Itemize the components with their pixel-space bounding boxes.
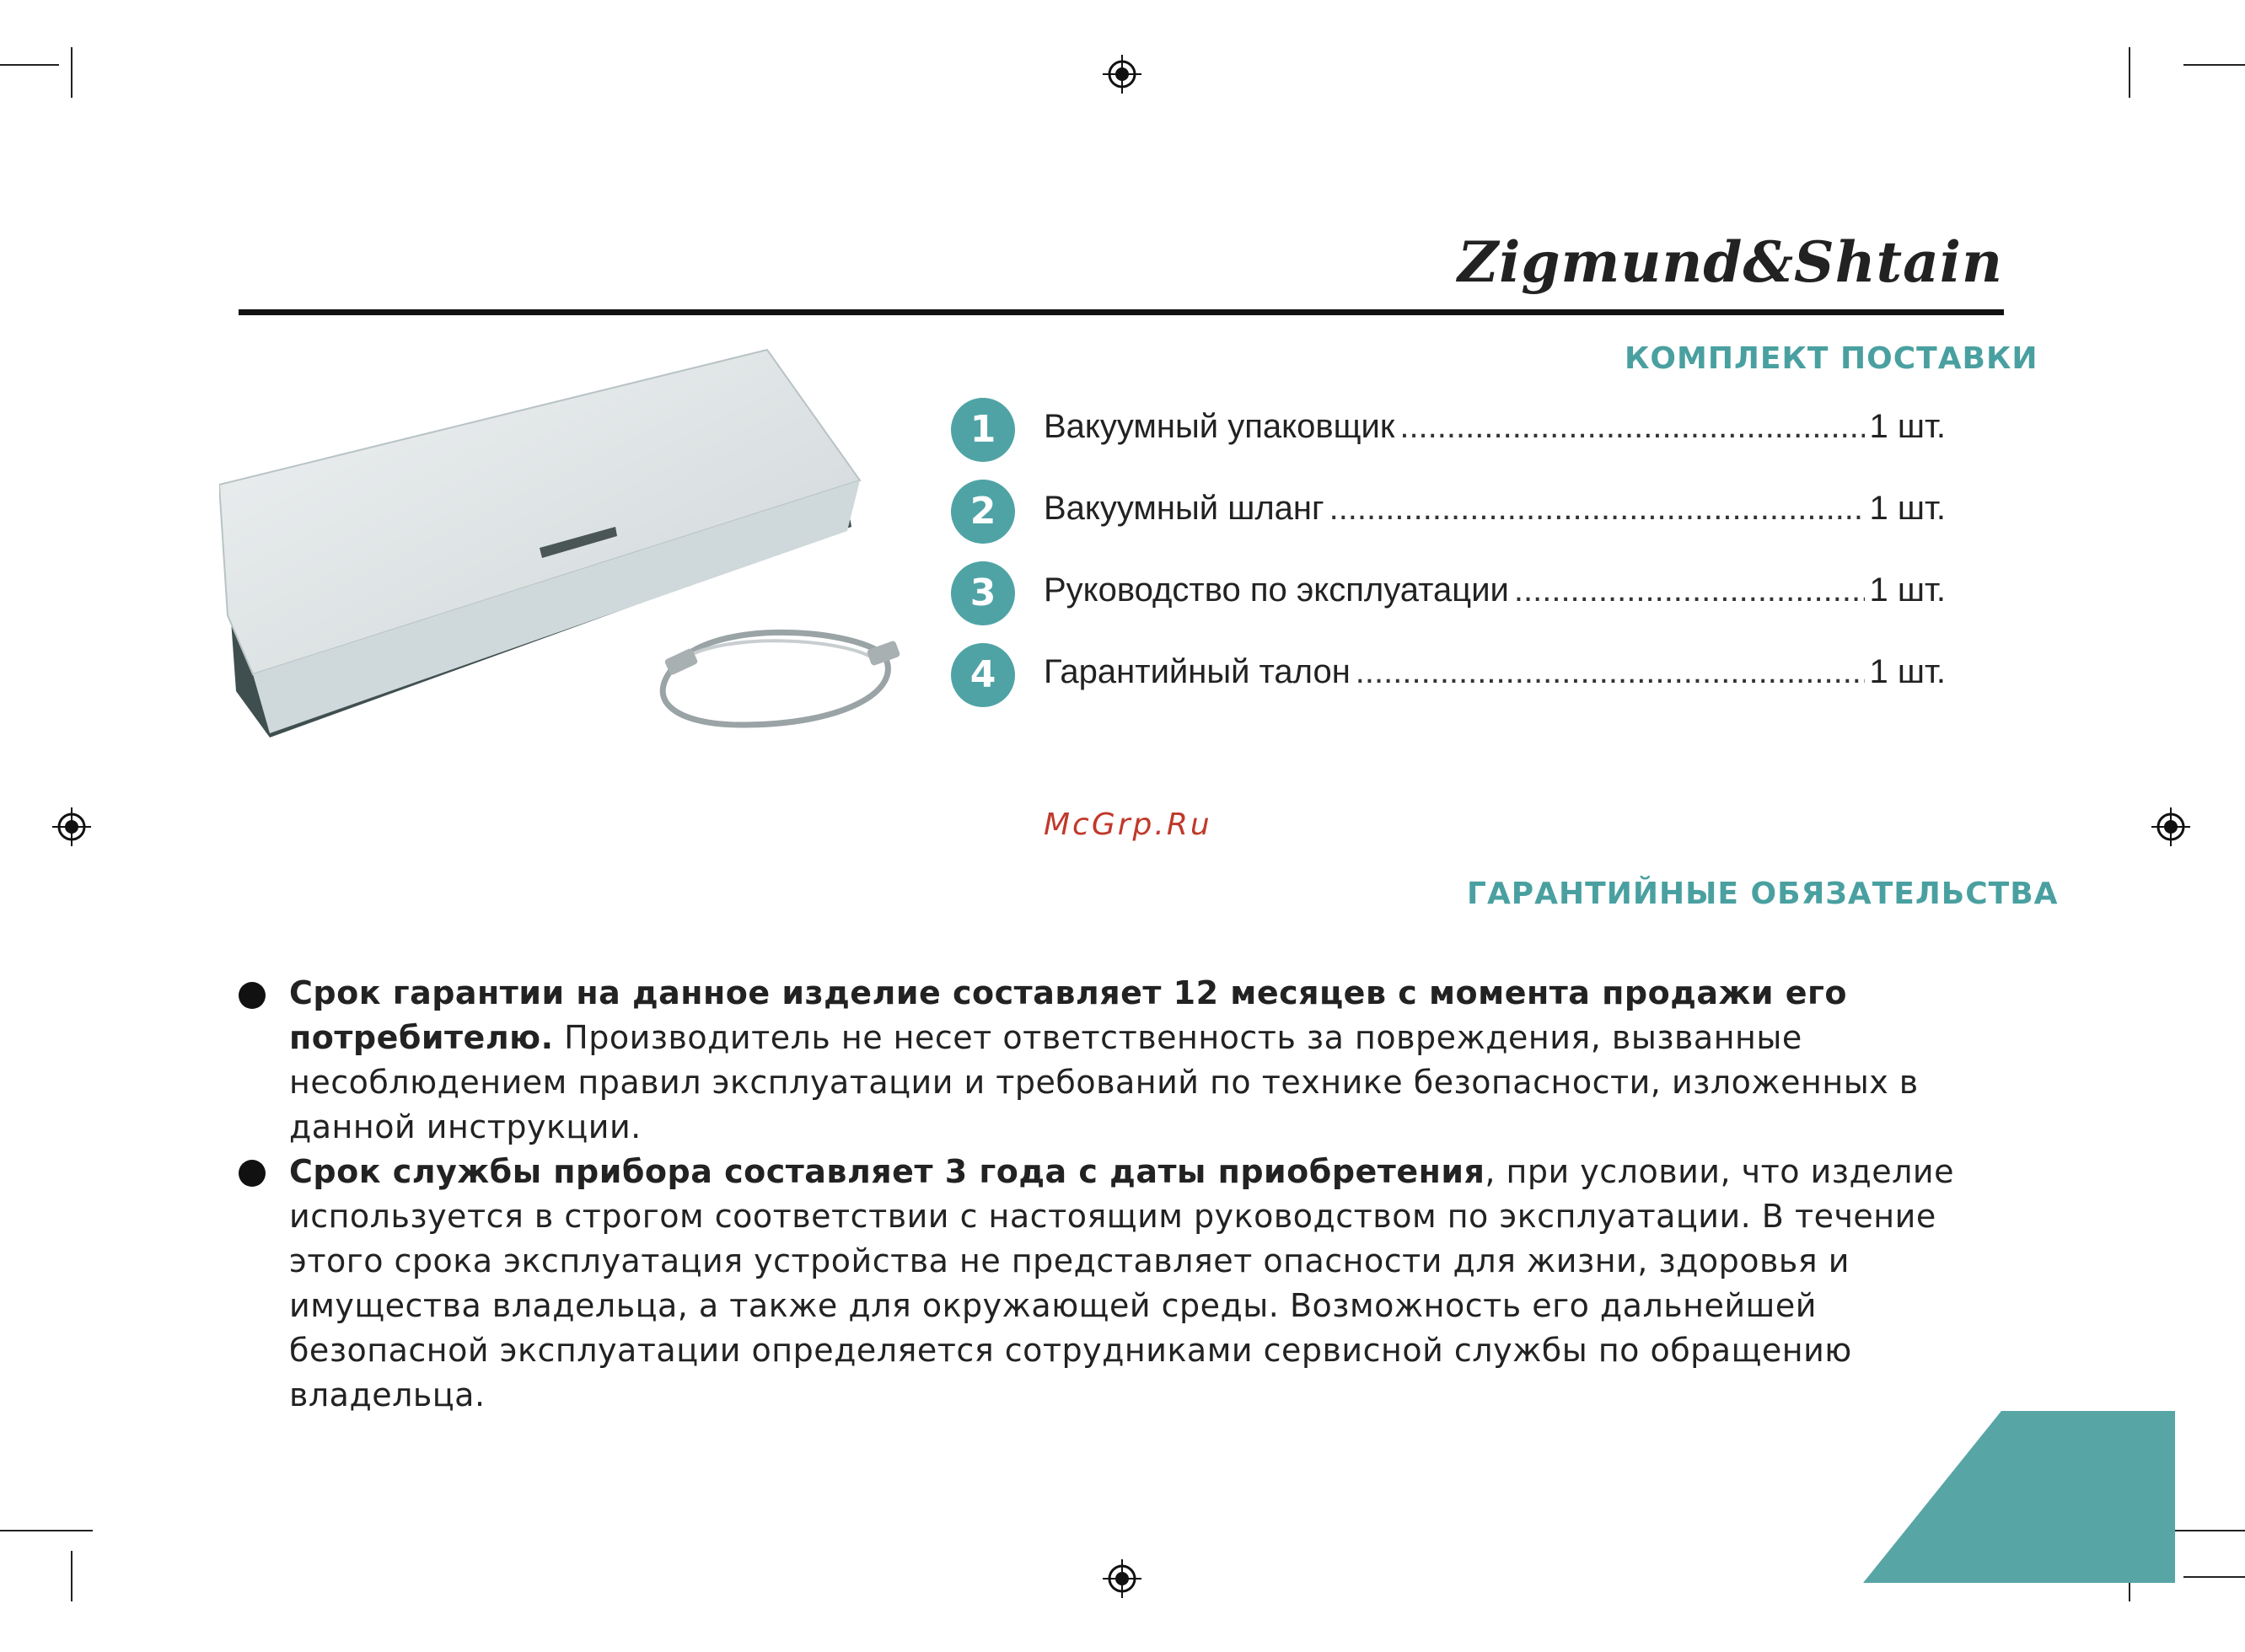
vacuum-sealer-illustration: [219, 337, 944, 759]
item-number: 4: [951, 643, 1015, 707]
item-qty: 1 шт.: [1869, 408, 1946, 445]
paragraph-text: , при условии, что изделие используется в строгом соответствии с настоящим руководством по эксплуатации. В течение этого срока эксплуатация устройства не представляет опасности для жизни, здоровья и имущества владельца, а также для окружающей среды. Возможность его дальнейшей безопасной эксплуатации определяется сотрудниками сервисной службы по обращению владельца.: [289, 1153, 1954, 1413]
dot-leader: [1514, 571, 1865, 609]
item-qty: 1 шт.: [1869, 653, 1946, 690]
item-name: Вакуумный шланг: [1044, 490, 1324, 527]
item-number: 2: [951, 480, 1015, 544]
item-qty: 1 шт.: [1869, 490, 1946, 527]
paragraph-bold: Срок гарантии на данное изделие составляет 12 месяцев с момента продажи его потребителю.: [289, 974, 1847, 1056]
warranty-paragraph: [289, 1150, 2009, 1418]
crop-mark: [2183, 1576, 2245, 1578]
registration-mark-icon: [2151, 807, 2190, 846]
warranty-paragraph: [289, 971, 2009, 1150]
paragraph-bold: Срок службы прибора составляет 3 года с даты приобретения: [289, 1153, 1485, 1190]
header-rule: [239, 309, 2004, 315]
crop-mark: [0, 1530, 93, 1531]
list-item: [951, 480, 1946, 547]
list-item: [951, 643, 1946, 711]
bullet-icon: [239, 982, 266, 1009]
item-name: Руководство по эксплуатации: [1044, 571, 1509, 609]
item-number: 3: [951, 561, 1015, 625]
warranty-title: ГАРАНТИЙНЫЕ ОБЯЗАТЕЛЬСТВА: [1467, 877, 2059, 911]
registration-mark-icon: [52, 807, 91, 846]
list-item: [951, 398, 1946, 465]
crop-mark: [71, 47, 73, 98]
registration-mark-icon: [1103, 55, 1141, 94]
crop-mark: [0, 64, 59, 66]
item-number: 1: [951, 398, 1015, 462]
dot-leader: [1399, 408, 1864, 446]
watermark: McGrp.Ru: [1044, 807, 1212, 842]
registration-mark-icon: [1103, 1559, 1141, 1598]
bullet-icon: [239, 1160, 266, 1187]
contents-title: КОМПЛЕКТ ПОСТАВКИ: [1625, 341, 2038, 376]
crop-mark: [2183, 64, 2245, 66]
item-qty: 1 шт.: [1869, 571, 1946, 609]
crop-mark: [2129, 47, 2130, 98]
dot-leader: [1329, 490, 1865, 528]
list-item: [951, 561, 1946, 629]
item-name: Гарантийный талон: [1044, 653, 1351, 690]
paragraph-text: Производитель не несет ответственность за повреждения, вызванные несоблюдением правил эксплуатации и требований по технике безопасности, изложенных в данной инструкции.: [289, 1019, 1919, 1145]
item-name: Вакуумный упаковщик: [1044, 408, 1395, 445]
crop-mark: [71, 1551, 73, 1601]
dot-leader: [1356, 653, 1865, 691]
corner-decoration: [1863, 1411, 2175, 1583]
brand-logo: Zigmund&Shtain: [1458, 229, 2003, 295]
